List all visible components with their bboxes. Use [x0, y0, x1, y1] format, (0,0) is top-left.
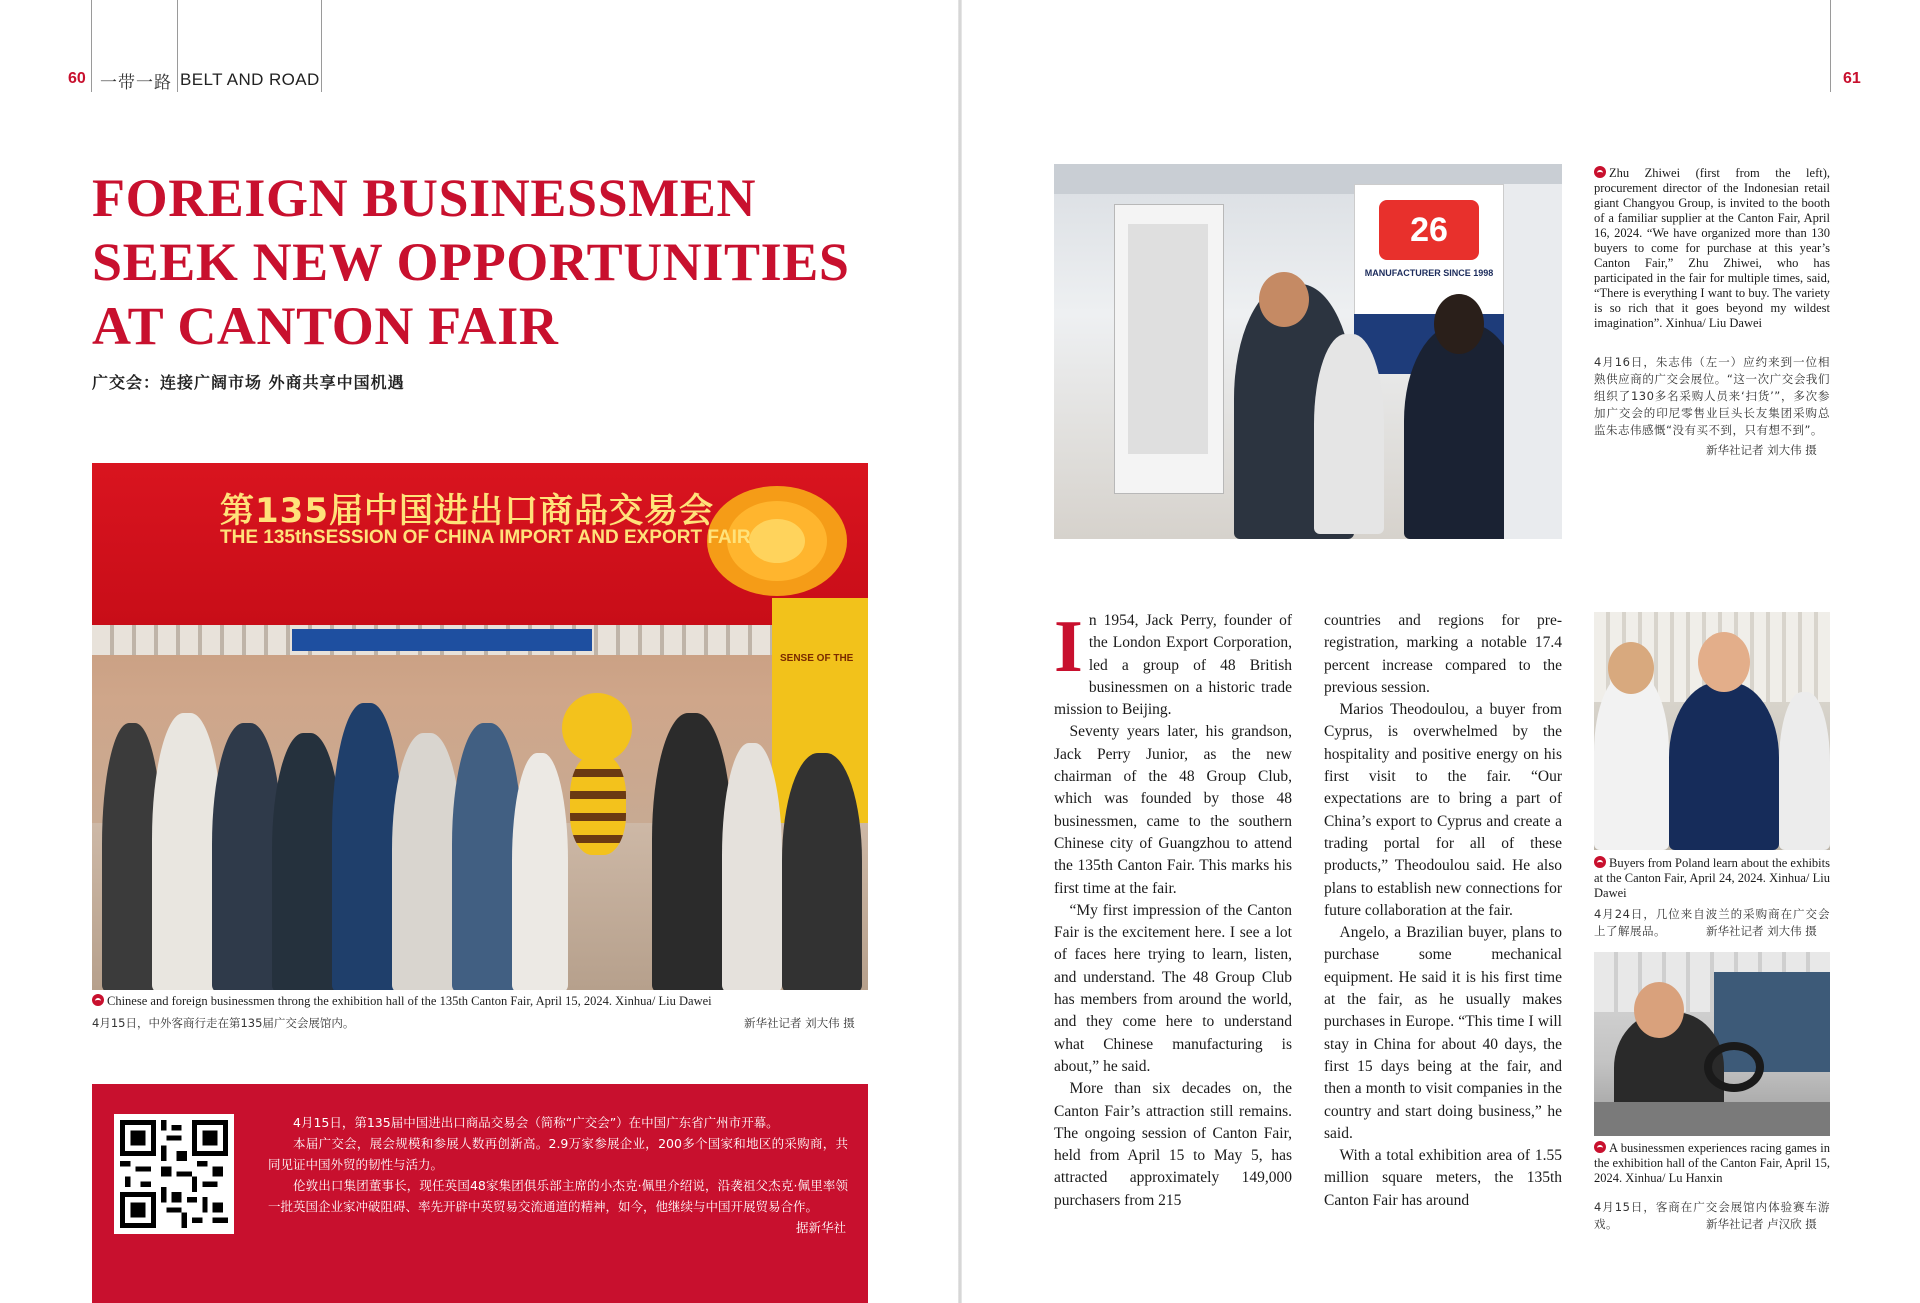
info-paragraph: 伦敦出口集团董事长，现任英国48家集团俱乐部主席的小杰克·佩里介绍说，沿袭祖父杰克·佩里率领一批英国企业家冲破阻碍、率先开辟中英贸易交流通道的精神，如今，他继续与中国开展贸易合作。 — [268, 1178, 848, 1214]
caption-text: Buyers from Poland learn about the exhibits at the Canton Fair, April 24, 2024. Xinhua/ Liu Dawei — [1594, 856, 1830, 900]
caption-text: A businessmen experiences racing games in the exhibition hall of the Canton Fair, April 15, 2024. Xinhua/ Lu Hanxin — [1594, 1141, 1830, 1185]
caption-text: Zhu Zhiwei (first from the left), procurement director of the Indonesian retail giant Changyou Group, is invited to the booth of a familiar supplier at the Canton Fair, April 16, 2024. “We have organized more than 130 buyers to come for purchase at this year’s Canton Fair,” Zhu Zhiwei, who has participated in the fair for multiple times, said, “There is everything I want to buy. The variety is so rich that it goes beyond my wildest imagination”. Xinhua/ Liu Dawei — [1594, 166, 1830, 330]
server-cabinet-door — [1128, 224, 1208, 454]
photo-credit-zh: 新华社记者 刘大伟 摄 — [744, 1016, 855, 1030]
crowd-person — [512, 753, 568, 990]
article-paragraph: countries and regions for pre-registration, marking a notable 17.4 percent increase compared to the previous session. — [1324, 612, 1562, 696]
banner-title-en: THE 135thSESSION OF CHINA IMPORT AND EXPORT FAIR — [220, 527, 751, 548]
crowd-person — [782, 753, 862, 990]
photo1-caption-zh: 4月16日，朱志伟（左一）应约来到一位相熟供应商的广交会展位。“这一次广交会我们组织了130多名采购人员来‘扫货’”，多次参加广交会的印尼零售业巨头长友集团采购总监朱志伟感慨“没有买不到，只有想不到”。 — [1594, 355, 1830, 437]
crowd-person — [652, 713, 732, 990]
headline-line: FOREIGN BUSINESSMEN — [92, 168, 757, 228]
person-left — [1594, 672, 1669, 850]
article-paragraph: Marios Theodoulou, a buyer from Cyprus, is overwhelmed by the hospitality and positive energy on his first visit to the fair. “Our expectations are to bring a part of China’s export to Cyprus and create a trading portal for all of these products,” Theodoulou said. He also plans to establish new connections for future collaboration at the fair. — [1324, 701, 1562, 919]
article-paragraph: Seventy years later, his grandson, Jack Perry Junior, as the new chairman of the 48 Group Club, which was founded by those 48 businessmen, came to the southern Chinese city of Guangzhou to attend the 135th Canton Fair. This marks his first time at the fair. — [1054, 723, 1292, 897]
background-wall — [1504, 184, 1562, 539]
page-number-right: 61 — [1843, 70, 1861, 87]
booth-logo: 26 — [1379, 200, 1479, 260]
mascot-body — [570, 755, 626, 855]
info-paragraph: 4月15日，第135届中国进出口商品交易会（简称“广交会”）在中国广东省广州市开幕。 — [293, 1115, 779, 1130]
section-label-zh: 一带一路 — [100, 73, 172, 93]
article-paragraph: “My first impression of the Canton Fair is the excitement here. I see a lot of faces here trying to learn, listen, and understand. The 48 Group Club has members from around the world, and they come here to understand what Chinese manufacturing is about,” he said. — [1054, 901, 1292, 1075]
photo-booth-handshake — [1054, 164, 1562, 539]
game-seat — [1594, 1102, 1830, 1136]
header-rule — [321, 0, 322, 92]
person-center-head — [1698, 632, 1750, 692]
mascot-head — [562, 693, 632, 763]
steering-wheel — [1704, 1042, 1764, 1092]
person-center — [1669, 682, 1779, 850]
section-label-en: BELT AND ROAD — [180, 70, 320, 89]
person-right — [1779, 692, 1830, 850]
info-source: 据新华社 — [795, 1220, 846, 1235]
hall-sign — [292, 629, 592, 651]
photo2-caption-en — [1594, 856, 1830, 901]
headline-line: AT CANTON FAIR — [92, 296, 559, 356]
photo-racing-game — [1594, 952, 1830, 1136]
info-paragraph: 本届广交会，展会规模和参展人数再创新高。2.9万家参展企业，200多个国家和地区的采购商，共同见证中国外贸的韧性与活力。 — [268, 1136, 848, 1172]
banner-title-zh: 第135届中国进出口商品交易会 — [220, 491, 714, 531]
photo-polish-buyers — [1594, 612, 1830, 850]
crowd-person — [722, 743, 782, 990]
caption-text: Chinese and foreign businessmen throng the exhibition hall of the 135th Canton Fair, April 15, 2024. Xinhua/ Liu Dawei — [107, 994, 712, 1008]
article-paragraph: With a total exhibition area of 1.55 million square meters, the 135th Canton Fair has around — [1324, 1147, 1562, 1209]
magazine-spine — [958, 0, 962, 1303]
person-driver-head — [1634, 982, 1684, 1038]
dropcap: I — [1054, 606, 1083, 688]
qr-code[interactable] — [114, 1114, 234, 1234]
main-photo-caption-zh: 4月15日，中外客商行走在第135届广交会展馆内。 — [92, 1016, 355, 1030]
article-paragraph: Angelo, a Brazilian buyer, plans to purchase some mechanical equipment. He said it is his first time at the fair, as he usually makes purchases in Europe. “This time I will stay in China for about 40 days, the first 15 days being at the fair, and then a month to visit companies in the country and start doing business,” he said. — [1324, 924, 1562, 1142]
photo1-caption-en — [1594, 166, 1830, 331]
header-rule — [1830, 0, 1831, 92]
photo1-credit-zh: 新华社记者 刘大伟 摄 — [1706, 443, 1817, 457]
info-box — [92, 1084, 868, 1303]
headline — [92, 166, 912, 358]
person-left-head — [1608, 642, 1654, 694]
header-rule — [91, 0, 92, 92]
article-column-2 — [1324, 610, 1562, 1212]
caption-marker-icon — [92, 994, 104, 1006]
photo2-credit-zh: 新华社记者 刘大伟 摄 — [1706, 924, 1817, 938]
caption-marker-icon — [1594, 856, 1606, 868]
photo3-credit-zh: 新华社记者 卢汉欣 摄 — [1706, 1217, 1817, 1231]
info-box-text — [268, 1112, 848, 1217]
main-photo-exhibition-hall — [92, 463, 868, 990]
person-left-head — [1259, 272, 1309, 327]
article-column-1 — [1054, 606, 1292, 1212]
person-middle — [1314, 334, 1384, 534]
caption-marker-icon — [1594, 1141, 1606, 1153]
person-right-head — [1434, 294, 1484, 354]
photo3-caption-zh: 4月15日，客商在广交会展馆内体验赛车游戏。 — [1594, 1200, 1830, 1231]
photo3-caption-en — [1594, 1141, 1830, 1186]
photo2-caption-zh: 4月24日，几位来自波兰的采购商在广交会上了解展品。 — [1594, 907, 1830, 938]
page-number-left: 60 — [68, 70, 86, 87]
subtitle-zh: 广交会：连接广阔市场 外商共享中国机遇 — [92, 373, 405, 392]
headline-line: SEEK NEW OPPORTUNITIES — [92, 232, 850, 292]
main-photo-caption-en — [92, 994, 868, 1009]
article-paragraph — [1054, 606, 1292, 721]
qr-code-icon — [120, 1120, 228, 1228]
booth-badge-text: MANUFACTURER SINCE 1998 — [1364, 268, 1494, 278]
article-paragraph: More than six decades on, the Canton Fair’s attraction still remains. The ongoing session of Canton Fair, held from April 15 to May 5, has attracted approximately 149,000 purchasers from 215 — [1054, 1080, 1292, 1209]
booth-sign-text: SENSE OF THE — [780, 653, 854, 664]
paragraph-text: n 1954, Jack Perry, founder of the London Export Corporation, led a group of 48 British businessmen on a historic trade mission to Beijing. — [1054, 612, 1292, 719]
header-rule — [177, 0, 178, 92]
caption-marker-icon — [1594, 166, 1606, 178]
